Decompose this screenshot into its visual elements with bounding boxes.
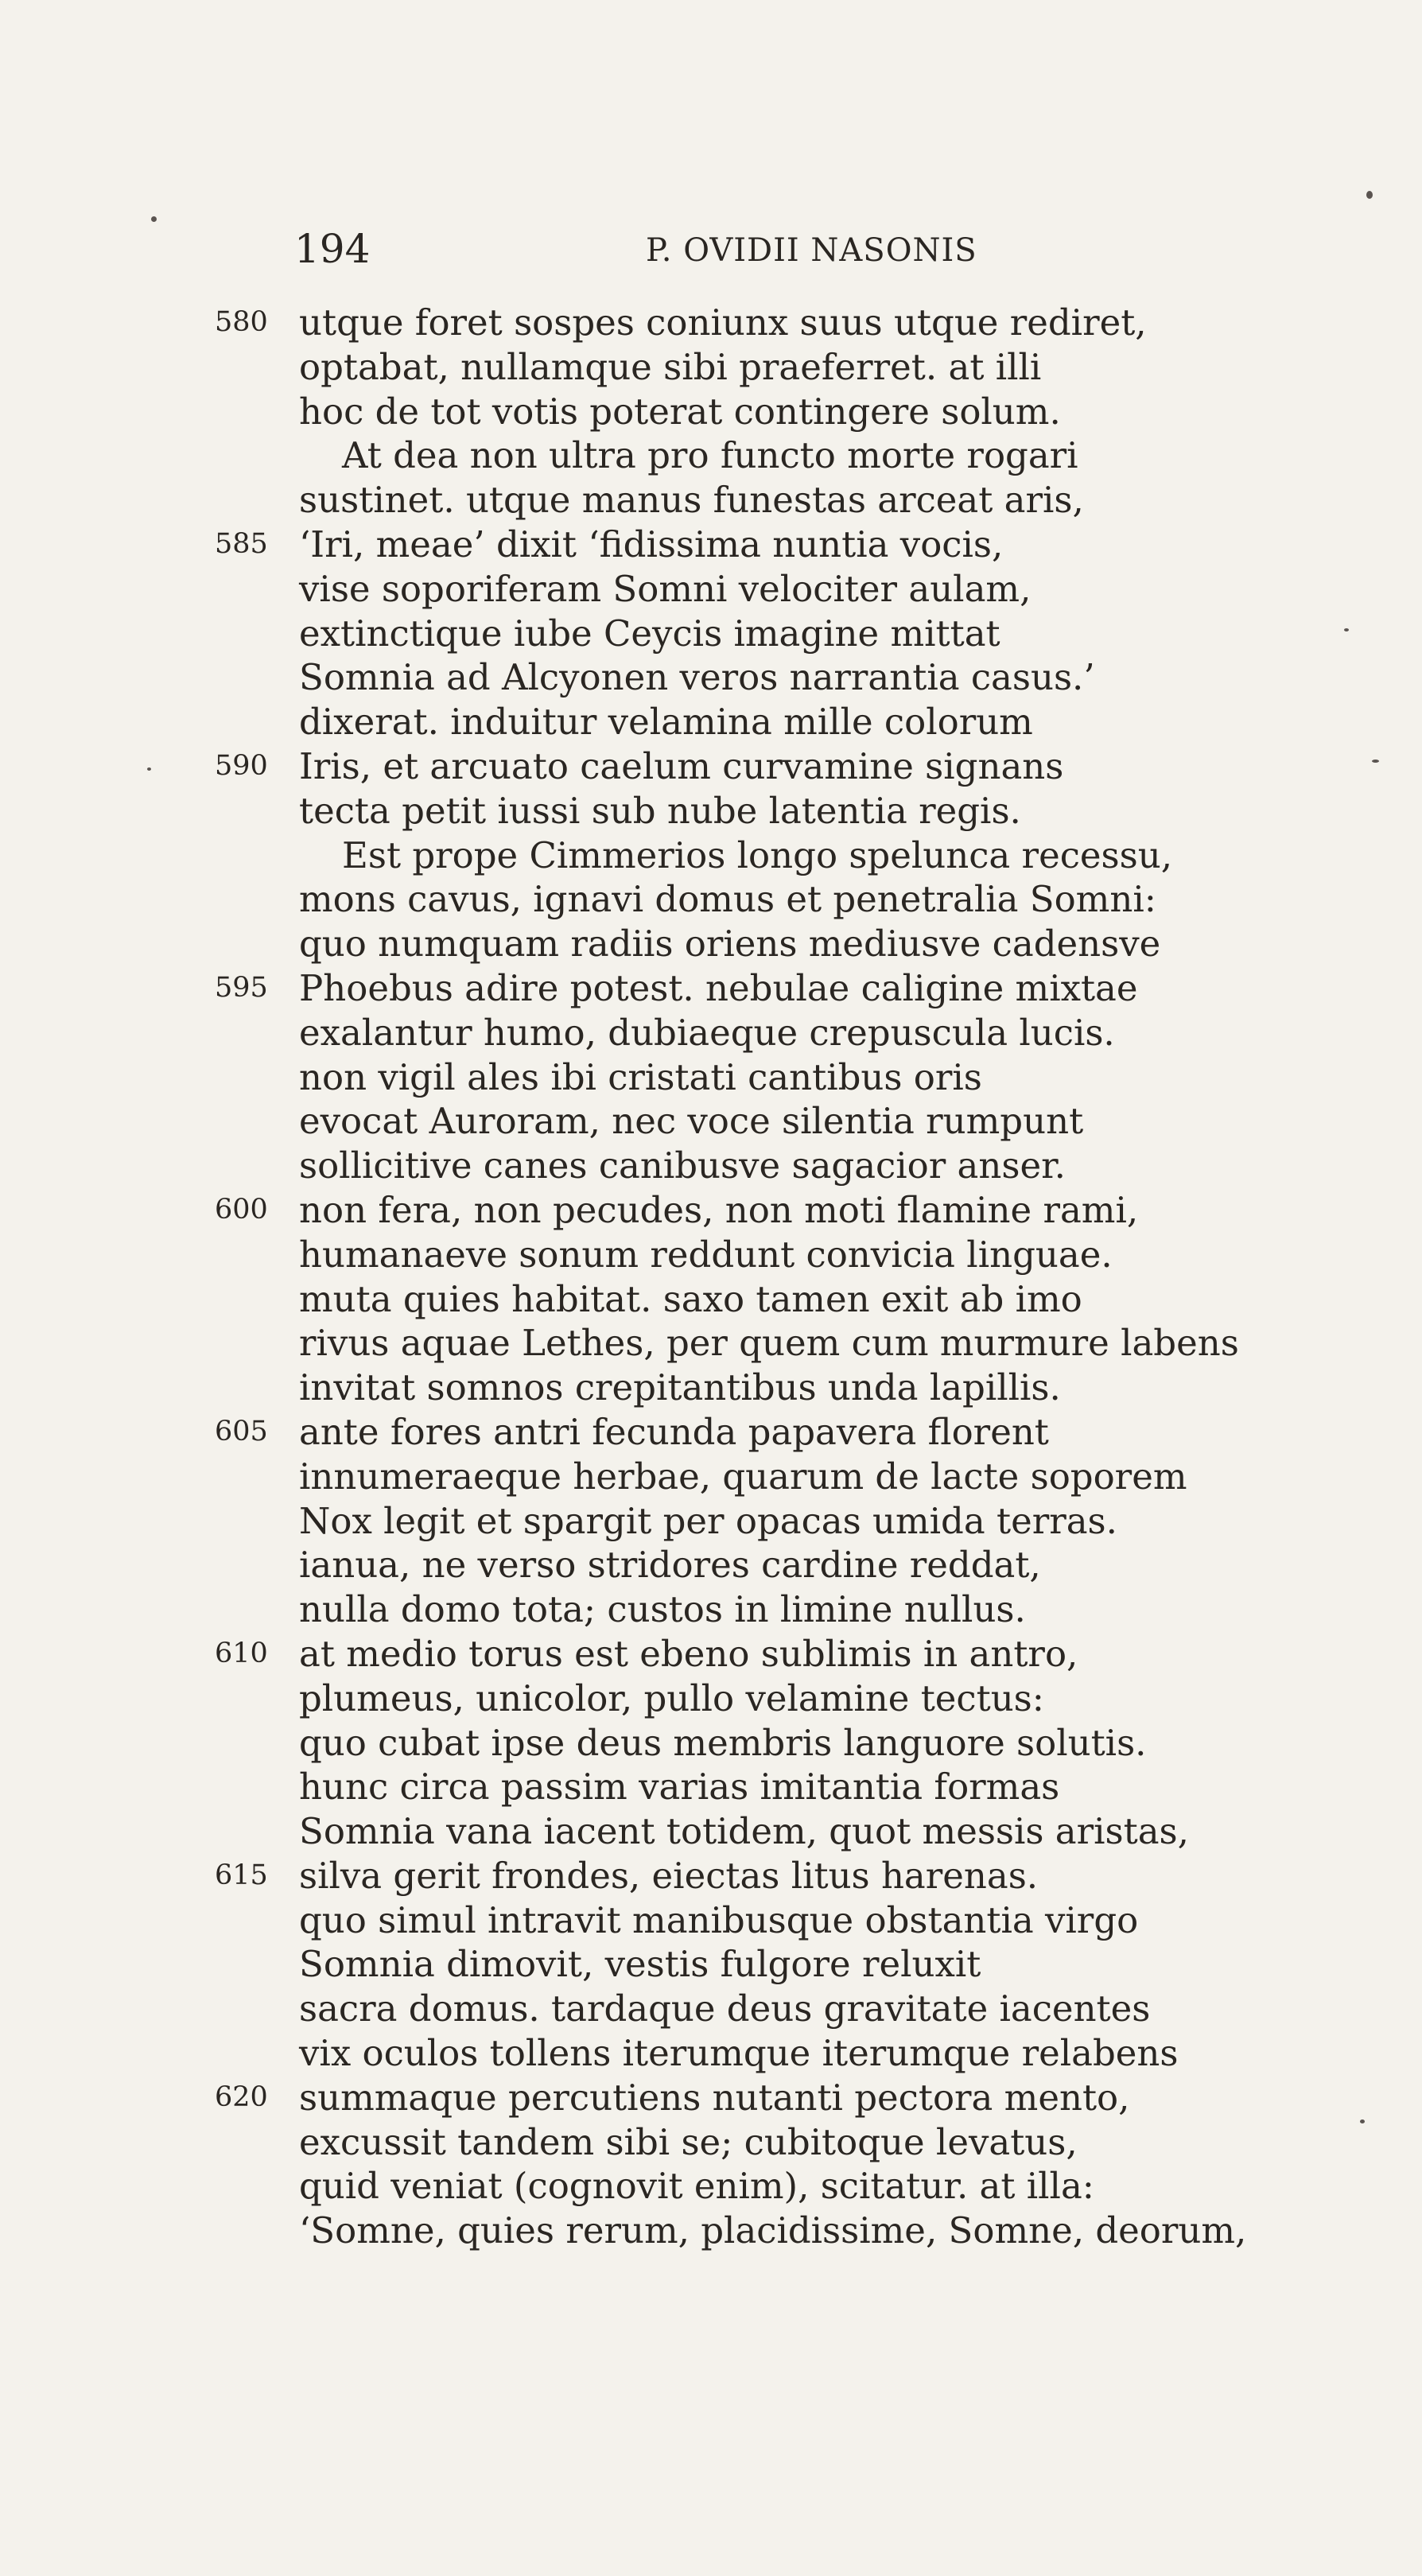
verse-line (215, 1321, 1344, 1366)
verse-text: evocat Auroram, nec voce silentia rumpunt (299, 1100, 1084, 1143)
verse-line (215, 1898, 1344, 1943)
print-speck (1344, 628, 1349, 631)
page-number: 194 (294, 226, 371, 272)
line-number: 610 (215, 1637, 268, 1669)
verse-line (215, 523, 1344, 567)
verse-line (215, 1410, 1344, 1455)
verse-line (215, 478, 1344, 523)
verse-text: Iris, et arcuato caelum curvamine signans (299, 744, 1064, 787)
verse-text: ‘Somne, quies rerum, placidissime, Somne, deorum, (299, 2209, 1247, 2252)
verse-text: quo numquam radiis oriens mediusve cadensve (299, 923, 1161, 966)
verse-text: silva gerit frondes, eiectas litus harenas. (299, 1854, 1039, 1897)
print-speck (147, 767, 151, 771)
line-number: 585 (215, 527, 268, 560)
verse-text: quid veniat (cognovit enim), scitatur. at illa: (299, 2165, 1094, 2208)
verse-line (215, 1455, 1344, 1499)
line-number: 590 (215, 749, 268, 782)
verse-text: quo simul intravit manibusque obstantia virgo (299, 1898, 1139, 1941)
line-number: 580 (215, 306, 268, 338)
verse-line (215, 966, 1344, 1011)
verse-line (215, 1942, 1344, 1987)
verse-line (215, 1055, 1344, 1100)
verse-line (215, 1809, 1344, 1854)
verse-text: nulla domo tota; custos in limine nullus. (299, 1588, 1026, 1631)
verse-text: utque foret sospes coniunx suus utque rediret, (299, 301, 1147, 344)
verse-line (215, 1987, 1344, 2031)
verse-text: Phoebus adire potest. nebulae caligine mixtae (299, 966, 1138, 1009)
verse-line (215, 2164, 1344, 2209)
verse-line (215, 1765, 1344, 1809)
verse-text: Somnia vana iacent totidem, quot messis aristas, (299, 1810, 1189, 1853)
verse-text: Somnia ad Alcyonen veros narrantia casus.’ (299, 656, 1095, 699)
verse-line (215, 2120, 1344, 2165)
verse-text: tecta petit iussi sub nube latentia regis. (299, 789, 1021, 832)
verse-text: extinctique iube Ceycis imagine mittat (299, 612, 1000, 655)
verse-line (215, 877, 1344, 922)
line-number: 605 (215, 1415, 268, 1447)
verse-text: innumeraeque herbae, quarum de lacte soporem (299, 1455, 1187, 1498)
verse-text: plumeus, unicolor, pullo velamine tectus: (299, 1677, 1044, 1719)
print-speck (1372, 760, 1379, 763)
verse-line (215, 433, 1344, 478)
verse-text: sustinet. utque manus funestas arceat aris, (299, 479, 1084, 522)
verse-text: sollicitive canes canibusve sagacior anser. (299, 1144, 1066, 1187)
verse-text: At dea non ultra pro functo morte rogari (342, 434, 1078, 477)
verse-line (215, 1233, 1344, 1277)
verse-line (215, 1854, 1344, 1898)
verse-text: humanaeve sonum reddunt convicia linguae. (299, 1233, 1113, 1276)
verse-line (215, 1188, 1344, 1233)
verse-text: vise soporiferam Somni velociter aulam, (299, 567, 1032, 610)
verse-text: rivus aquae Lethes, per quem cum murmure labens (299, 1322, 1239, 1365)
print-speck (151, 216, 157, 222)
verse-text: ante fores antri fecunda papavera florent (299, 1410, 1049, 1453)
line-number: 595 (215, 971, 268, 1004)
verse-line (215, 2209, 1344, 2253)
verse-text: summaque percutiens nutanti pectora mento, (299, 2076, 1130, 2119)
verse-line (215, 700, 1344, 744)
verse-line (215, 1499, 1344, 1544)
verse-line (215, 922, 1344, 966)
verse-line (215, 789, 1344, 833)
verse-text: ‘Iri, meae’ dixit ‘fidissima nuntia vocis, (299, 523, 1004, 565)
line-number: 620 (215, 2081, 268, 2113)
print-speck (1360, 2119, 1365, 2123)
line-number: 615 (215, 1859, 268, 1891)
verse-text: ianua, ne verso stridores cardine reddat, (299, 1544, 1041, 1587)
verse-line (215, 1366, 1344, 1410)
verse-text: vix oculos tollens iterumque iterumque relabens (299, 2032, 1179, 2075)
verse-text: non vigil ales ibi cristati cantibus oris (299, 1055, 982, 1098)
verse-line (215, 1677, 1344, 1721)
verse-line (215, 1144, 1344, 1188)
verse-text: mons cavus, ignavi domus et penetralia Somni: (299, 878, 1156, 921)
verse-line (215, 1632, 1344, 1677)
verse-text: dixerat. induitur velamina mille colorum (299, 701, 1033, 744)
verse-line (215, 345, 1344, 390)
verse-line (215, 1277, 1344, 1322)
verse-text: hoc de tot votis poterat contingere solum. (299, 390, 1061, 433)
verse-text: muta quies habitat. saxo tamen exit ab imo (299, 1277, 1082, 1320)
verse-line (215, 612, 1344, 656)
verse-line (215, 390, 1344, 434)
verse-text: hunc circa passim varias imitantia formas (299, 1766, 1060, 1809)
verse-line (215, 833, 1344, 878)
verse-text: Nox legit et spargit per opacas umida terras. (299, 1499, 1117, 1542)
verse-text: at medio torus est ebeno sublimis in antro, (299, 1632, 1078, 1675)
verse-block (215, 301, 1344, 2253)
verse-line (215, 2031, 1344, 2076)
verse-line (215, 1099, 1344, 1144)
verse-text: sacra domus. tardaque deus gravitate iacentes (299, 1987, 1151, 2030)
verse-text: quo cubat ipse deus membris languore solutis. (299, 1721, 1147, 1764)
verse-line (215, 1011, 1344, 1055)
verse-text: excussit tandem sibi se; cubitoque levatus, (299, 2120, 1078, 2163)
verse-line (215, 1721, 1344, 1766)
verse-text: invitat somnos crepitantibus unda lapillis. (299, 1366, 1061, 1409)
verse-line (215, 2076, 1344, 2120)
verse-line (215, 1543, 1344, 1587)
verse-text: non fera, non pecudes, non moti flamine rami, (299, 1188, 1139, 1231)
print-speck (1366, 191, 1373, 199)
verse-line (215, 744, 1344, 789)
line-number: 600 (215, 1193, 268, 1226)
verse-text: Est prope Cimmerios longo spelunca recessu, (342, 833, 1173, 876)
verse-text: optabat, nullamque sibi praeferret. at illi (299, 345, 1042, 388)
verse-line (215, 301, 1344, 345)
running-title: P. OVIDII NASONIS (646, 232, 977, 269)
page-header (294, 226, 1026, 282)
verse-text: Somnia dimovit, vestis fulgore reluxit (299, 1943, 981, 1986)
verse-text: exalantur humo, dubiaeque crepuscula lucis. (299, 1011, 1115, 1054)
verse-line (215, 655, 1344, 700)
verse-line (215, 567, 1344, 612)
verse-line (215, 1587, 1344, 1632)
